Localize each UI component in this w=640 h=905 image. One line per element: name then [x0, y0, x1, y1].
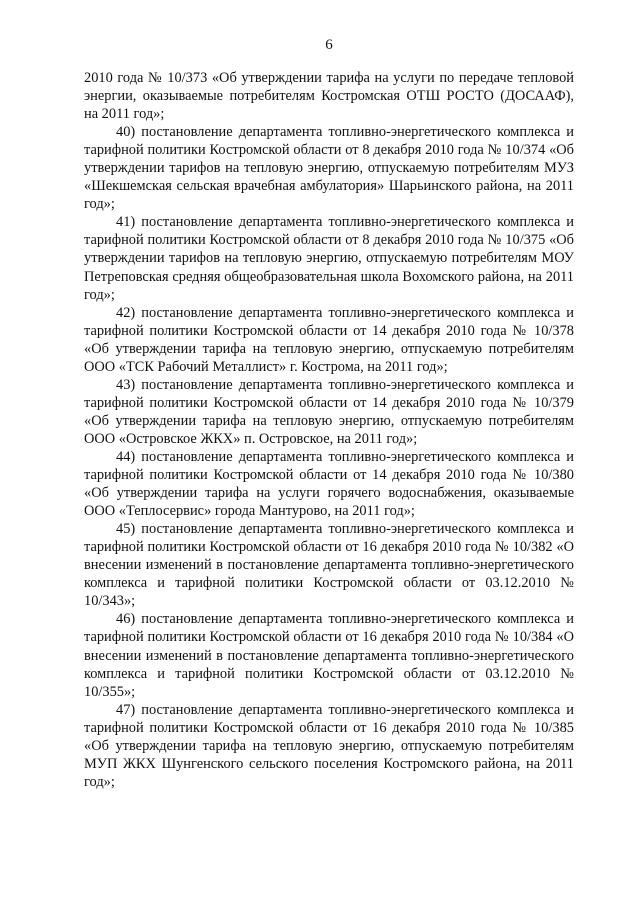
paragraph-item-46: 46) постановление департамента топливно-энергетического комплекса и тарифной политики Костромской области от 16 декабря 2010 года № 10/384 «О внесении изменений в постановление департамента топливно-энергетического комплекса и тарифной политики Костромской области от 03.12.2010 № 10/355»;: [84, 611, 574, 700]
page-number: 6: [325, 37, 333, 53]
paragraph-item-44: 44) постановление департамента топливно-энергетического комплекса и тарифной политики Костромской области от 14 декабря 2010 года № 10/380 «Об утверждении тарифа на услуги горячего водоснабжения, оказываемые ООО «Теплосервис» города Мантурово, на 2011 год»;: [84, 448, 574, 520]
paragraph-item-40: 40) постановление департамента топливно-энергетического комплекса и тарифной политики Костромской области от 8 декабря 2010 года № 10/374 «Об утверждении тарифов на тепловую энергию, отпускаемую потребителям МУЗ «Шекшемская сельская врачебная амбулатория» Шарьинского района, на 2011 год»;: [84, 124, 574, 213]
paragraph-item-42: 42) постановление департамента топливно-энергетического комплекса и тарифной политики Костромской области от 14 декабря 2010 года № 10/378 «Об утверждении тарифа на тепловую энергию, отпускаемую потребителям ООО «ТСК Рабочий Металлист» г. Кострома, на 2011 год»;: [84, 304, 574, 375]
paragraph-item-45: 45) постановление департамента топливно-энергетического комплекса и тарифной политики Костромской области от 16 декабря 2010 года № 10/382 «О внесении изменений в постановление департамента топливно-энергетического комплекса и тарифной политики Костромской области от 03.12.2010 № 10/343»;: [84, 521, 574, 610]
paragraph-continuation: 2010 года № 10/373 «Об утверждении тарифа на услуги по передаче тепловой энергии, оказываемые потребителям Костромская ОТШ РОСТО (ДОСААФ), на 2011 год»;: [84, 70, 574, 123]
paragraph-item-47: 47) постановление департамента топливно-энергетического комплекса и тарифной политики Костромской области от 16 декабря 2010 года № 10/385 «Об утверждении тарифа на тепловую энергию, отпускаемую потребителям МУП ЖКХ Шунгенского сельского поселения Костромского района, на 2011 год»;: [84, 701, 574, 790]
document-body: [84, 69, 574, 791]
paragraph-item-41: 41) постановление департамента топливно-энергетического комплекса и тарифной политики Костромской области от 8 декабря 2010 года № 10/375 «Об утверждении тарифов на тепловую энергию, отпускаемую потребителям МОУ Петреповская средняя общеобразовательная школа Вохомского района, на 2011 год»;: [84, 214, 574, 303]
paragraph-item-43: 43) постановление департамента топливно-энергетического комплекса и тарифной политики Костромской области от 14 декабря 2010 года № 10/379 «Об утверждении тарифа на тепловую энергию, отпускаемую потребителям ООО «Островское ЖКХ» п. Островское, на 2011 год»;: [84, 376, 574, 447]
